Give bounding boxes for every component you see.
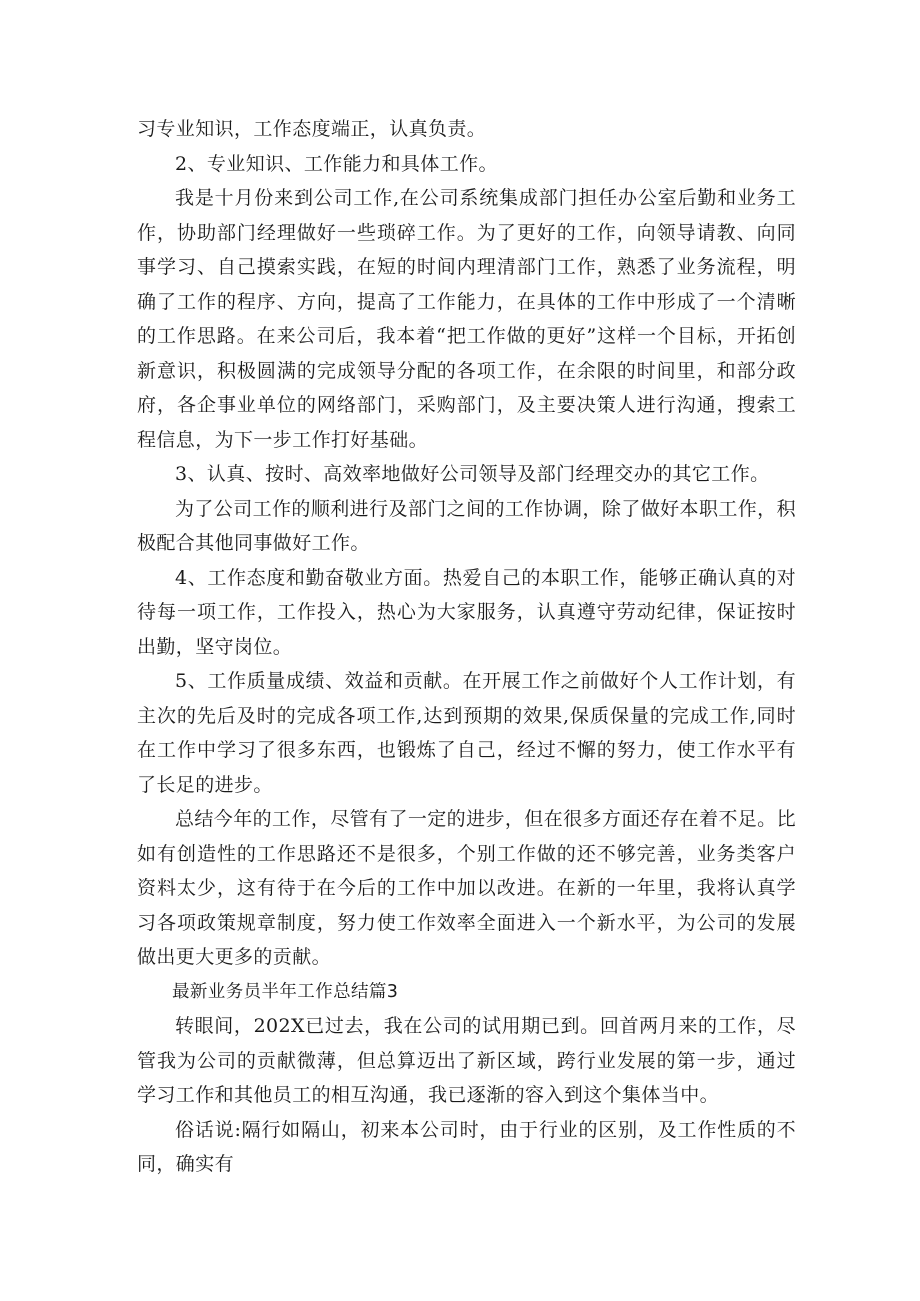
paragraph-continued: 习专业知识，工作态度端正，认真负责。 bbox=[137, 118, 487, 140]
paragraph-item-5: 5、工作质量成绩、效益和贡献。在开展工作之前做好个人工作计划，有主次的先后及时的完成各项工作,达到预期的效果,保质保量的完成工作,同时在工作中学习了很多东西，也锻炼了自己，经过不懈的努力，使工作水平有了长足的进步。 bbox=[137, 670, 796, 796]
paragraph-item-2: 2、专业知识、工作能力和具体工作。 bbox=[175, 152, 498, 175]
paragraph-item-4: 4、工作态度和勤奋敬业方面。热爱自己的本职工作，能够正确认真的对待每一项工作，工作投入，热心为大家服务，认真遵守劳动纪律，保证按时出勤，坚守岗位。 bbox=[137, 566, 796, 658]
section-heading: 最新业务员半年工作总结篇3 bbox=[172, 981, 399, 1002]
paragraph-body: 转眼间，202X已过去，我在公司的试用期已到。回首两月来的工作，尽管我为公司的贡献微薄，但总算迈出了新区域，跨行业发展的第一步，通过学习工作和其他员工的相互沟通，我已逐渐的容入到这个集体当中。 bbox=[137, 1015, 796, 1106]
paragraph-body: 俗话说:隔行如隔山，初来本公司时，由于行业的区别，及工作性质的不同，确实有 bbox=[137, 1118, 796, 1175]
paragraph-summary: 总结今年的工作，尽管有了一定的进步，但在很多方面还存在着不足。比如有创造性的工作思路还不是很多，个别工作做的还不够完善，业务类客户资料太少，这有待于在今后的工作中加以改进。在新的一年里，我将认真学习各项政策规章制度，努力使工作效率全面进入一个新水平，为公司的发展做出更大更多的贡献。 bbox=[137, 808, 796, 968]
paragraph-body: 我是十月份来到公司工作,在公司系统集成部门担任办公室后勤和业务工作，协助部门经理做好一些琐碎工作。为了更好的工作，向领导请教、向同事学习、自己摸索实践，在短的时间内理清部门工作，熟悉了业务流程，明确了工作的程序、方向，提高了工作能力，在具体的工作中形成了一个清晰的工作思路。在来公司后，我本着“把工作做的更好”这样一个目标，开拓创新意识，积极圆满的完成领导分配的各项工作，在余限的时间里，和部分政府，各企事业单位的网络部门，采购部门，及主要决策人进行沟通，搜索工程信息，为下一步工作打好基础。 bbox=[137, 187, 796, 451]
paragraph-body: 为了公司工作的顺利进行及部门之间的工作协调，除了做好本职工作，积极配合其他同事做好工作。 bbox=[137, 497, 796, 554]
paragraph-item-3: 3、认真、按时、高效率地做好公司领导及部门经理交办的其它工作。 bbox=[175, 463, 770, 485]
